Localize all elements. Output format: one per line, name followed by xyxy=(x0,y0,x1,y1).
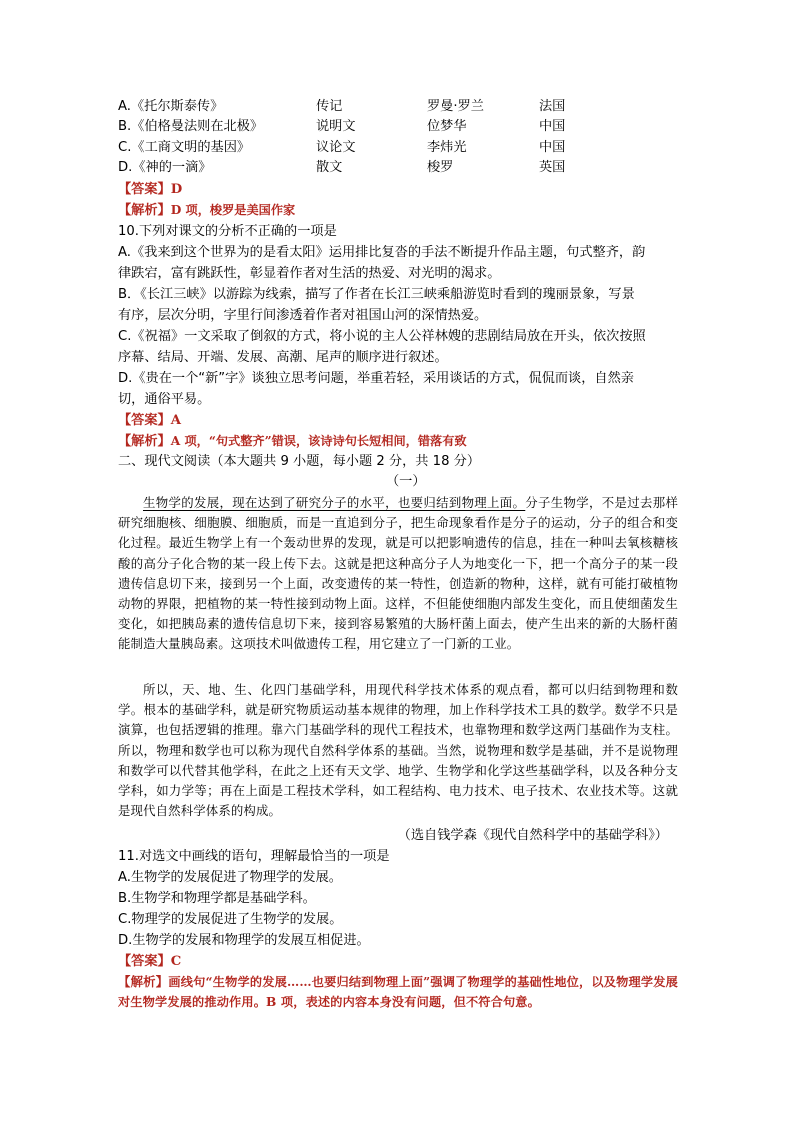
q10-analysis xyxy=(118,432,467,451)
q10-option-a-line2: 律跌宕，富有跳跃性，彰显着作者对生活的热爱、对光明的渴求。 xyxy=(118,266,501,281)
answer-value: C xyxy=(170,954,182,969)
option-title: C.《工商文明的基因》 xyxy=(118,140,251,155)
q9-answer xyxy=(118,180,182,199)
answer-label: 【答案】 xyxy=(118,182,171,197)
q11-option-d: D.生物学的发展和物理学的发展互相促进。 xyxy=(118,933,370,948)
analysis-text: D 项，梭罗是美国作家 xyxy=(170,203,296,217)
analysis-label: 【解析】 xyxy=(118,974,169,989)
option-author: 罗曼·罗兰 xyxy=(427,99,484,114)
option-genre: 传记 xyxy=(316,99,343,114)
answer-label: 【答案】 xyxy=(118,954,171,969)
option-country: 法国 xyxy=(539,99,566,114)
option-title: B.《伯格曼法则在北极》 xyxy=(118,119,264,134)
option-genre: 说明文 xyxy=(316,119,356,134)
option-genre: 散文 xyxy=(316,160,343,175)
passage-source: （选自钱学森《现代自然科学中的基础学科》） xyxy=(397,828,668,843)
section-heading: 二、现代文阅读（本大题共 9 小题，每小题 2 分，共 18 分） xyxy=(118,454,481,469)
option-country: 英国 xyxy=(539,160,566,175)
answer-label: 【答案】 xyxy=(118,413,171,428)
q9-analysis xyxy=(118,201,295,220)
underlined-sentence: 生物学的发展，现在达到了研究分子的水平，也要归结到物理上面。 xyxy=(143,495,526,510)
q10-option-b-line1: B．《长江三峡》以游踪为线索，描写了作者在长江三峡乘船游览时看到的瑰丽景象，写景 xyxy=(118,287,635,302)
passage-paragraph-2: 所以，天、地、生、化四门基础学科，用现代科学技术体系的观点看，都可以归结到物理和数学。根本的基础学科，就是研究物质运动基本规律的物理，加上作科学技术工具的数学。数学不只是演算，也包括逻辑的推理。靠六门基础学科的现代工程技术，也靠物理和数学这两门基础作为支柱。所以，物理和数学也可以称为现代自然科学体系的基础。当然，说物理和数学是基础，并不是说物理和数学可以代替其他学科，在此之上还有天文学、地学、生物学和化学这些基础学科，以及各种分支学科，如力学等；再在上面是工程技术学科，如工程结构、电力技术、电子技术、农业技术等。这就是现代自然科学体系的构成。 xyxy=(118,682,678,819)
q10-answer xyxy=(118,411,181,430)
q11-option-c: C.物理学的发展促进了生物学的发展。 xyxy=(118,912,343,927)
analysis-text: 画线句“生物学的发展……也要归结到物理上面”强调了物理学的基础性地位，以及物理学发展对生物学发展的推动作用。B 项，表述的内容本身没有问题，但不符合句意。 xyxy=(118,975,678,1010)
q10-stem: 10.下列对课文的分析不正确的一项是 xyxy=(118,224,337,239)
option-title: A.《托尔斯泰传》 xyxy=(118,99,224,114)
analysis-label: 【解析】 xyxy=(118,203,171,218)
q11-option-b: B.生物学和物理学都是基础学科。 xyxy=(118,891,316,906)
q11-stem: 11.对选文中画线的语句，理解最恰当的一项是 xyxy=(118,849,390,864)
q11-analysis xyxy=(118,972,678,1012)
passage-paragraph-1 xyxy=(118,493,678,655)
option-author: 位梦华 xyxy=(427,119,467,134)
answer-value: D xyxy=(170,182,183,197)
option-author: 梭罗 xyxy=(427,160,454,175)
option-country: 中国 xyxy=(539,140,566,155)
q11-option-a: A.生物学的发展促进了物理学的发展。 xyxy=(118,870,342,885)
analysis-text: A 项，“句式整齐”错误，该诗诗句长短相间，错落有致 xyxy=(170,434,467,448)
q10-option-d-line1: D.《贵在一个“新”字》谈独立思考问题，举重若轻，采用谈话的方式，侃侃而谈，自然亲 xyxy=(118,371,634,386)
subsection-label: （一） xyxy=(386,474,426,489)
q10-option-b-line2: 有序，层次分明，字里行间渗透着作者对祖国山河的深情热爱。 xyxy=(118,308,488,323)
q11-answer xyxy=(118,952,181,971)
option-country: 中国 xyxy=(539,119,566,134)
option-author: 李炜光 xyxy=(427,140,467,155)
paragraph-text: 分子生物学，不是过去那样研究细胞核、细胞膜、细胞质，而是一直追到分子，把生命现象看作是分子的运动，分子的组合和变化过程。最近生物学上有一个轰动世界的发现，就是可以把影响遗传的信息，挂在一种叫去氧核糖核酸的高分子化合物的某一段上传下去。这就是把这种高分子人为地变化一下，把一个高分子的某一段遗传信息切下来，接到另一个上面，改变遗传的某一特性，创造新的物种，这样，就有可能打破植物动物的界限，把植物的某一特性接到动物上面。这样，不但能使细胞内部发生变化，而且使细菌发生变化，如把胰岛素的遗传信息切下来，接到容易繁殖的大肠杆菌上面去，使产生出来的新的大肠杆菌能制造大量胰岛素。这项技术叫做遗传工程，用它建立了一门新的工业。 xyxy=(118,495,678,652)
option-title: D.《神的一滴》 xyxy=(118,160,212,175)
analysis-label: 【解析】 xyxy=(118,434,171,449)
answer-value: A xyxy=(170,413,181,428)
option-genre: 议论文 xyxy=(316,140,356,155)
q10-option-c-line1: C.《祝福》一文采取了倒叙的方式，将小说的主人公祥林嫂的悲剧结局放在开头，依次按照 xyxy=(118,329,646,344)
q10-option-a-line1: A.《我来到这个世界为的是看太阳》运用排比复沓的手法不断提升作品主题，句式整齐，韵 xyxy=(118,245,646,260)
q10-option-d-line2: 切，通俗平易。 xyxy=(118,392,211,407)
q10-option-c-line2: 序幕、结局、开端、发展、高潮、尾声的顺序进行叙述。 xyxy=(118,350,448,365)
